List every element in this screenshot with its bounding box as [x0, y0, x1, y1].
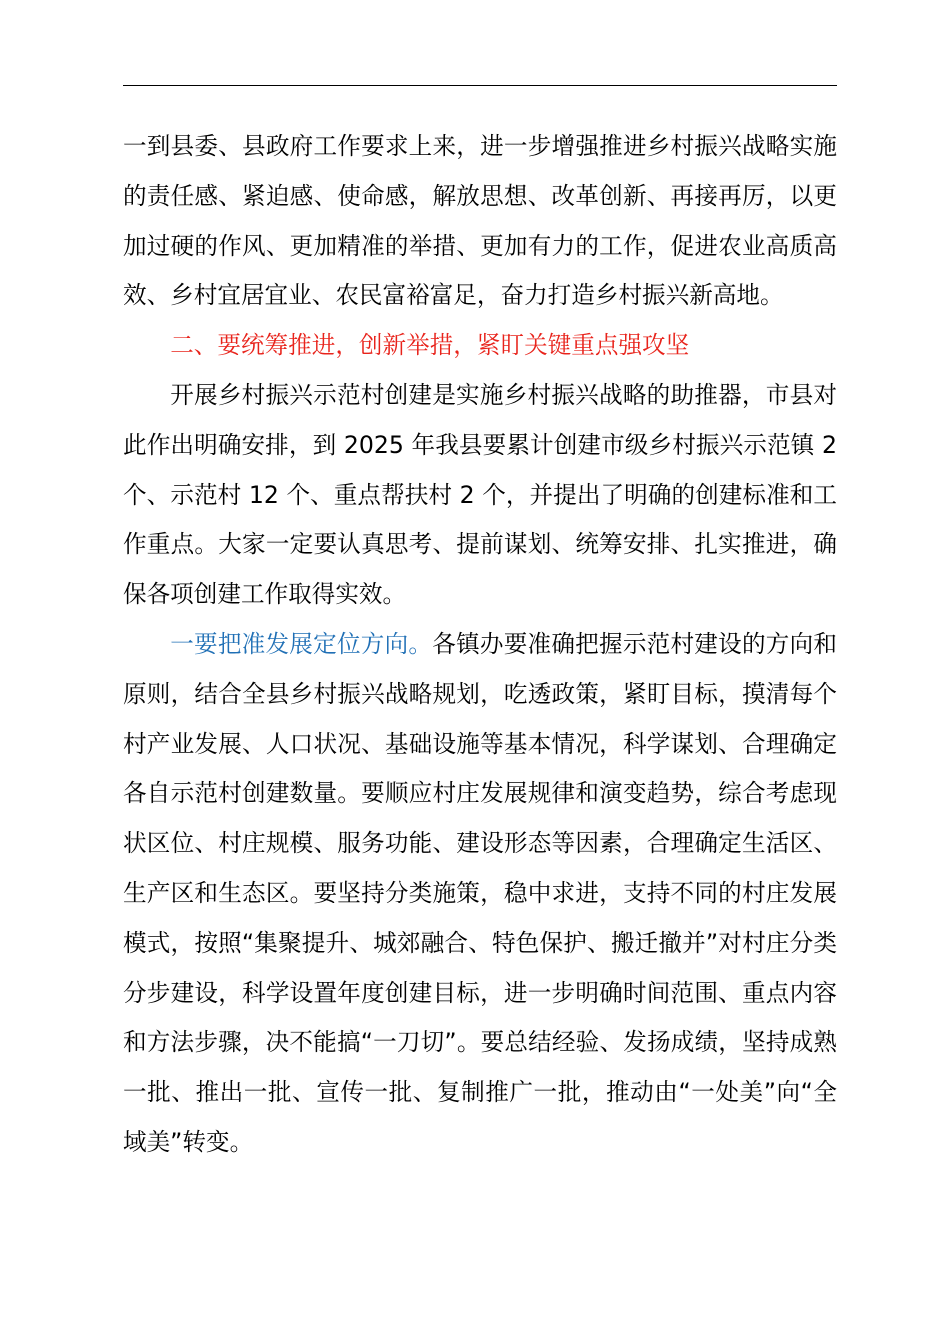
section-heading: 二、要统筹推进，创新举措，紧盯关键重点强攻坚 — [170, 331, 690, 360]
document-body — [123, 122, 837, 1168]
paragraph-continued: 一到县委、县政府工作要求上来，进一步增强推进乡村振兴战略实施的责任感、紧迫感、使命感，解放思想、改革创新、再接再厉，以更加过硬的作风、更加精准的举措、更加有力的工作，促进农业高质高效、乡村宜居宜业、农民富裕富足，奋力打造乡村振兴新高地。 — [123, 132, 837, 310]
paragraph-demonstration-village: 开展乡村振兴示范村创建是实施乡村振兴战略的助推器，市县对此作出明确安排，到 2025 年我县要累计创建市级乡村振兴示范镇 2 个、示范村 12 个、重点帮扶村 2 个，并提出了明确的创建标准和工作重点。大家一定要认真思考、提前谋划、统筹安排、扎实推进，确保各项创建工作取得实效。 — [123, 380, 837, 609]
paragraph-lead-phrase: 一要把准发展定位方向。 — [170, 629, 433, 658]
paragraph-positioning — [123, 620, 837, 1168]
paragraph-positioning-body: 各镇办要准确把握示范村建设的方向和原则，结合全县乡村振兴战略规划，吃透政策，紧盯目标，摸清每个村产业发展、人口状况、基础设施等基本情况，科学谋划、合理确定各自示范村创建数量。要顺应村庄发展规律和演变趋势，综合考虑现状区位、村庄规模、服务功能、建设形态等因素，合理确定生活区、生产区和生态区。要坚持分类施策，稳中求进，支持不同的村庄发展模式，按照“集聚提升、城郊融合、特色保护、搬迁撤并”对村庄分类分步建设，科学设置年度创建目标，进一步明确时间范围、重点内容和方法步骤，决不能搞“一刀切”。要总结经验、发扬成绩，坚持成熟一批、推出一批、宣传一批、复制推广一批，推动由“一处美”向“全域美”转变。 — [123, 629, 838, 1156]
header-divider — [123, 85, 837, 86]
